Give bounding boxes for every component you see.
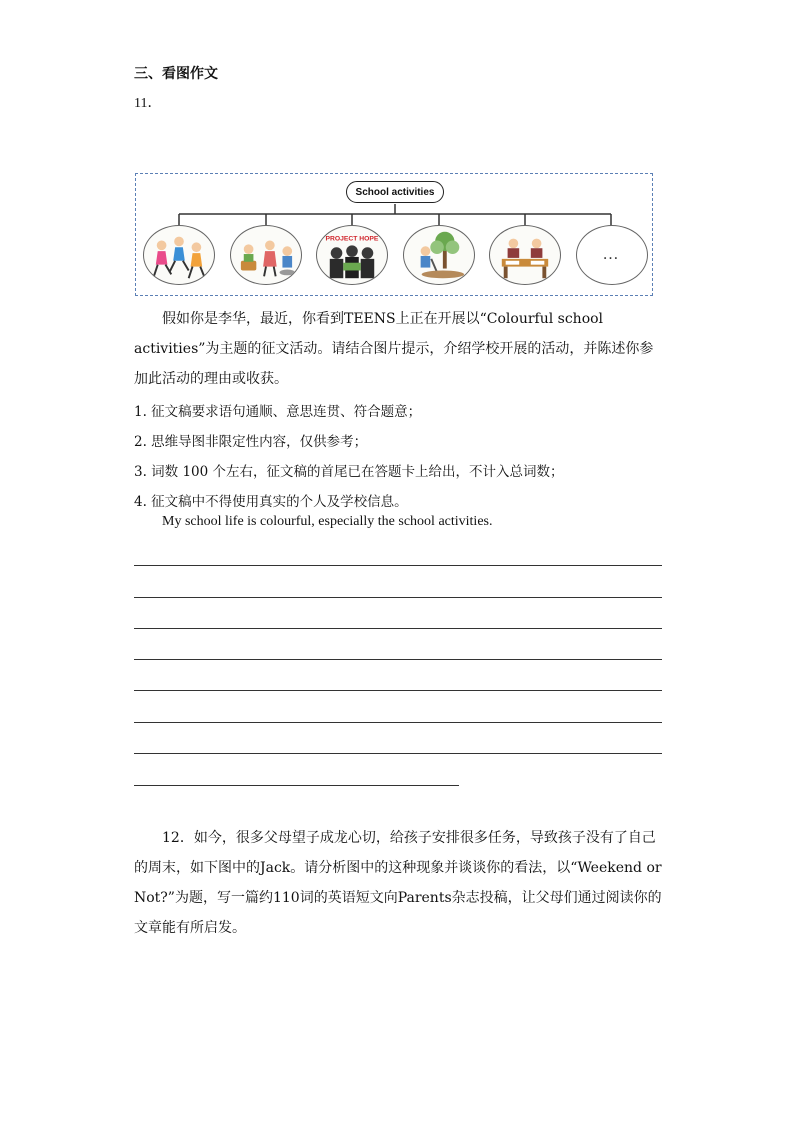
- requirement-item: 4. 征文稿中不得使用真实的个人及学校信息。: [134, 494, 408, 510]
- requirement-item: 1. 征文稿要求语句通顺、意思连贯、符合题意；: [134, 404, 422, 420]
- answer-line[interactable]: [134, 565, 662, 566]
- section-title: 三、看图作文: [134, 66, 218, 82]
- tree-planting-icon: [403, 225, 475, 285]
- answer-line[interactable]: [134, 597, 662, 598]
- mind-map-figure: [135, 173, 653, 296]
- project-hope-banner: PROJECT HOPE: [325, 235, 379, 243]
- requirement-item: 2. 思维导图非限定性内容，仅供参考；: [134, 434, 368, 450]
- requirement-item: 3. 词数 100 个左右，征文稿的首尾已在答题卡上给出，不计入总词数；: [134, 464, 564, 480]
- opening-sentence: My school life is colourful, especially the school activities.: [162, 514, 493, 529]
- band-music-icon: [230, 225, 302, 285]
- question-11-number: 11．: [134, 96, 162, 111]
- project-hope-icon: [316, 225, 388, 285]
- answer-line[interactable]: [134, 722, 662, 723]
- question-11-prompt: 假如你是李华，最近，你看到TEENS上正在开展以“Colourful school activities”为主题的征文活动。请结合图片提示，介绍学校开展的活动，并陈述你参加此活动的理由或收获。: [134, 311, 654, 387]
- mind-map-root: School activities: [346, 181, 444, 203]
- answer-line[interactable]: [134, 659, 662, 660]
- more-dots-label: …: [602, 246, 622, 263]
- answer-line[interactable]: [134, 785, 459, 786]
- answer-line[interactable]: [134, 690, 662, 691]
- running-students-icon: [143, 225, 215, 285]
- question-12-prompt: 12．如今，很多父母望子成龙心切，给孩子安排很多任务，导致孩子没有了自己的周末，如下图中的Jack。请分析图中的这种现象并谈谈你的看法，以“Weekend or Not?”为题，写一篇约110词的英语短文向Parents杂志投稿，让父母们通过阅读你的文章能有所启发。: [134, 830, 662, 936]
- classroom-study-icon: [489, 225, 561, 285]
- answer-line[interactable]: [134, 628, 662, 629]
- answer-line[interactable]: [134, 753, 662, 754]
- requirements-list: [134, 397, 674, 517]
- more-dots-icon: [576, 225, 648, 285]
